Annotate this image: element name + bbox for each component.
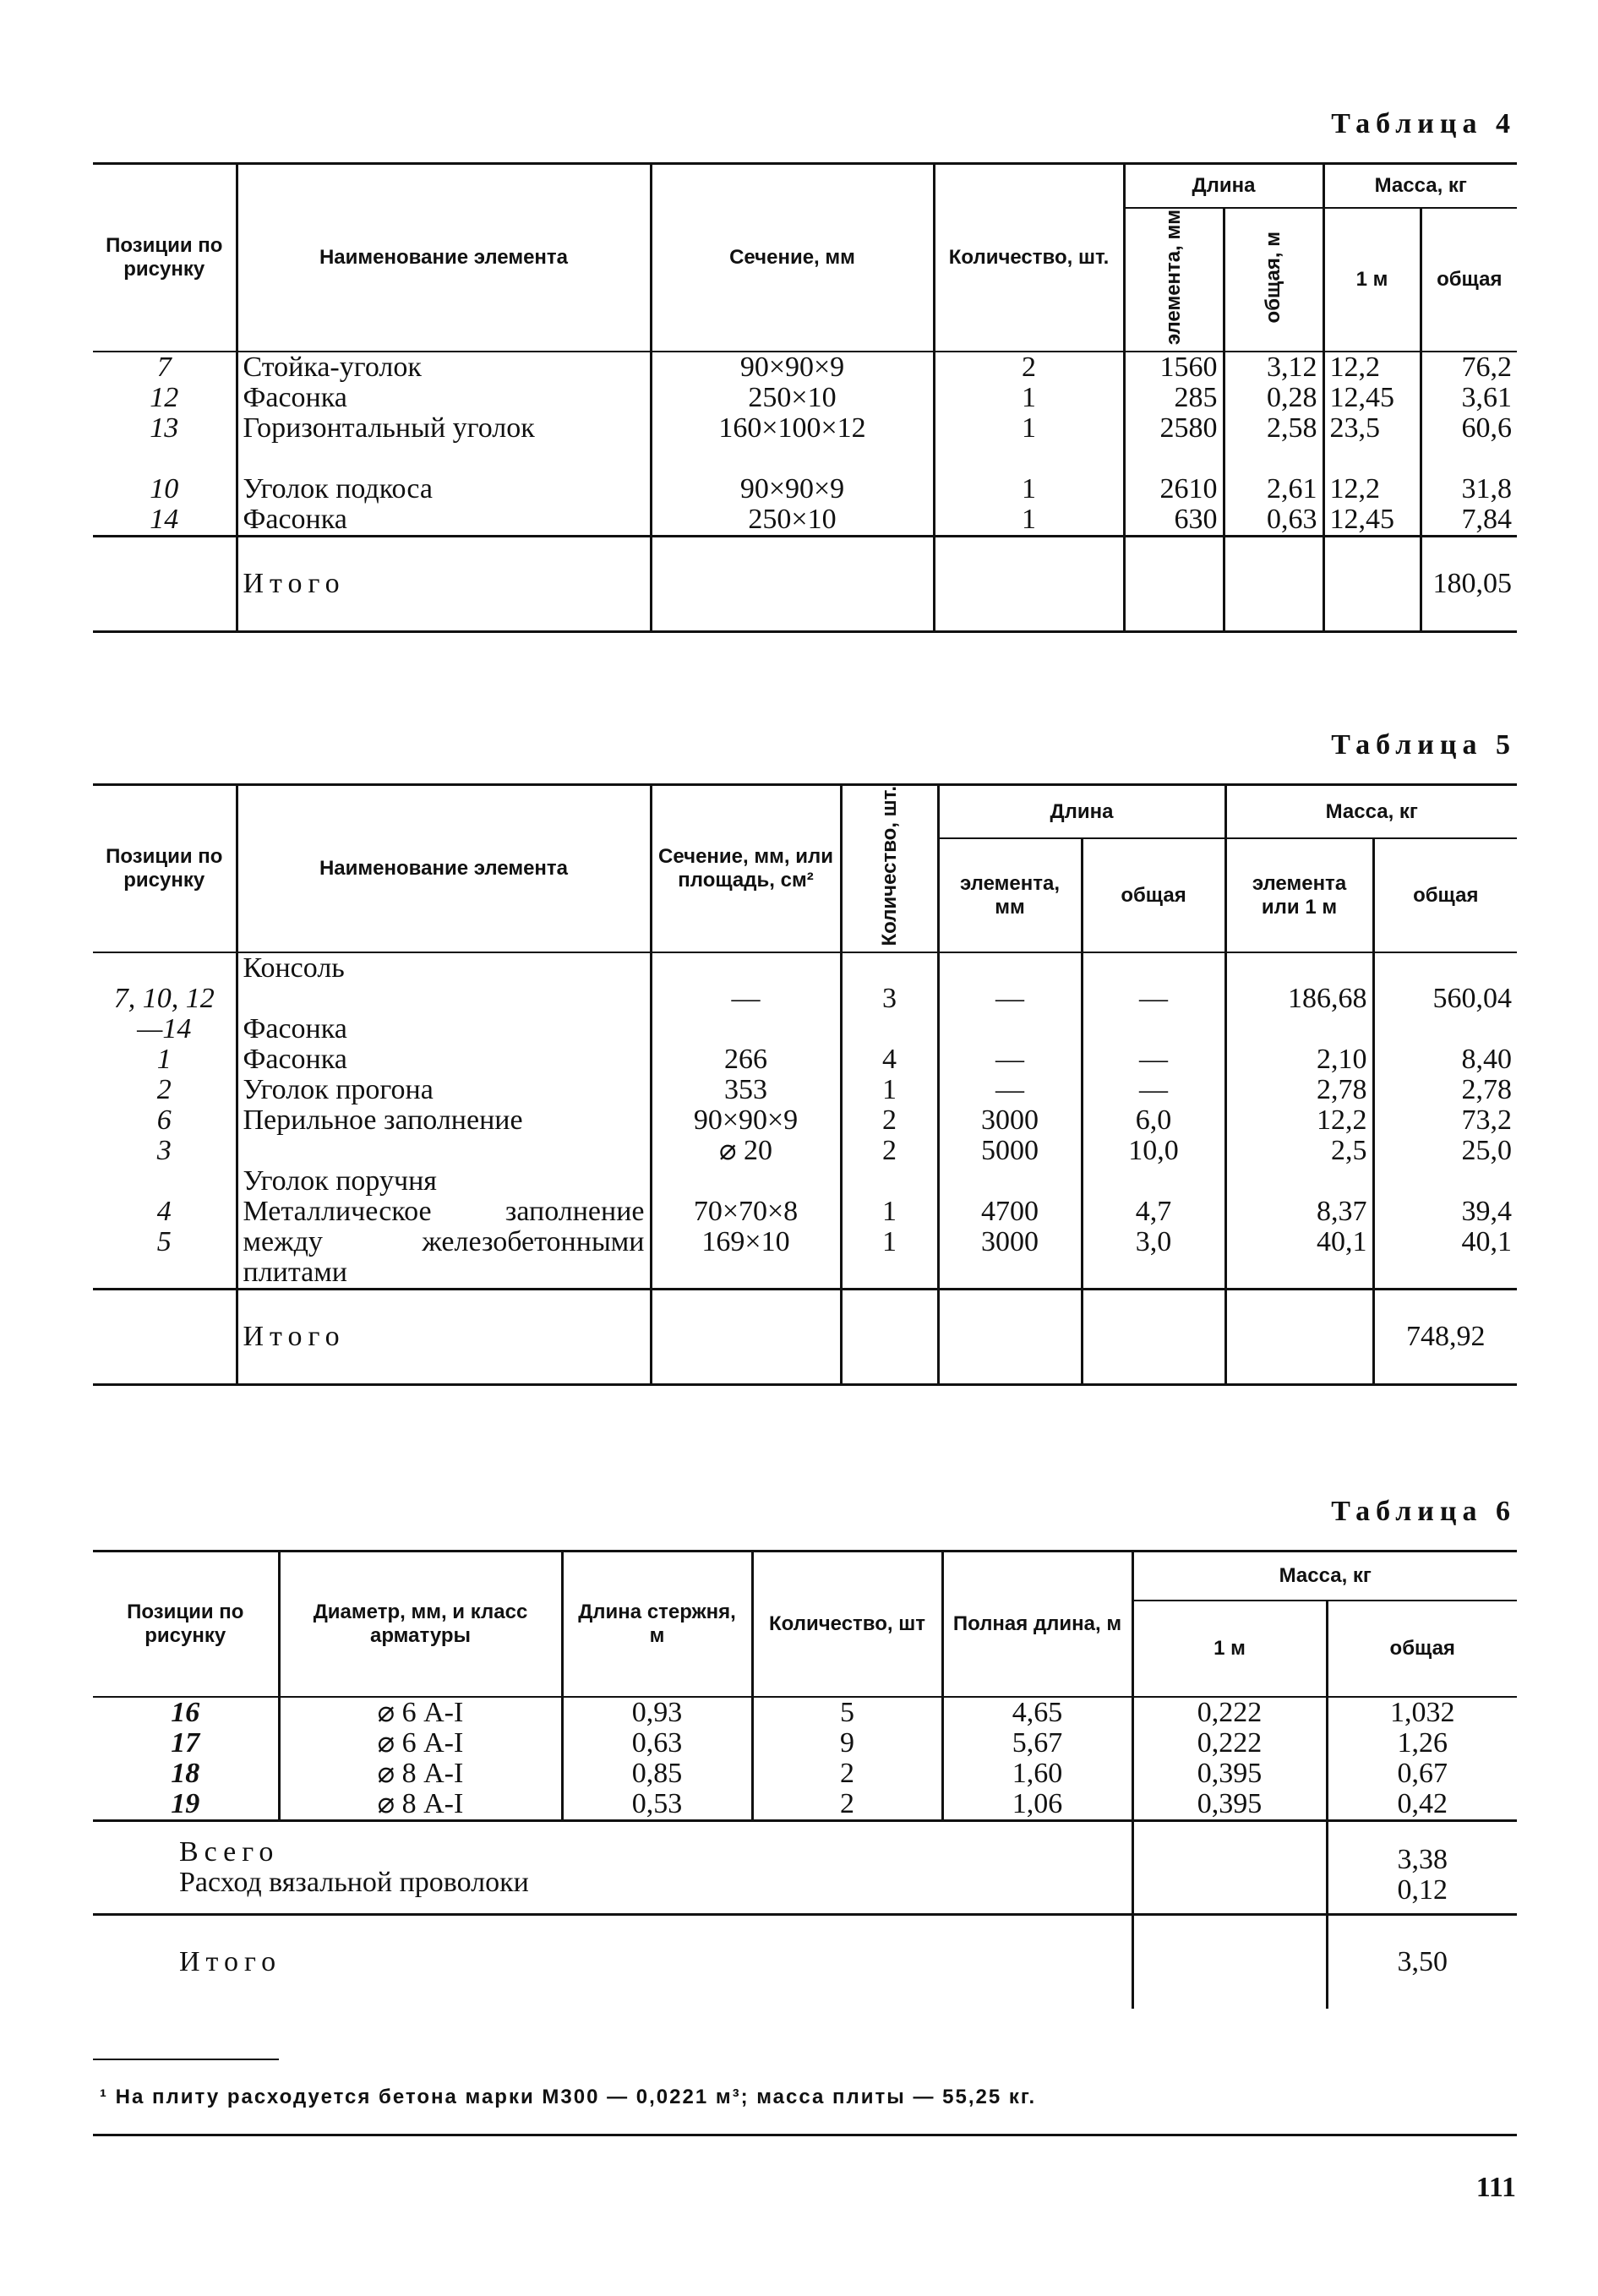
t6-col-rod-len: 0,93 0,63 0,85 0,53 [562,1697,752,1821]
t6-header-full-len: Полная длина, м [942,1552,1132,1698]
t4-header-mass-1m: 1 м [1323,208,1421,352]
t5-header-qty: Количество, шт. [841,785,938,953]
t5-total-value: 748,92 [1373,1290,1517,1385]
t6-header-mass-1m: 1 м [1132,1601,1327,1697]
t4-col-len-element: 1560 285 2580 2610 630 [1124,352,1224,537]
t5-data-row [93,952,1517,1290]
t4-total-label: Итого [237,537,651,632]
page-number: 111 [1475,2172,1516,2203]
t4-col-mass-total: 76,2 3,61 60,6 31,8 7,84 [1421,352,1517,537]
t6-total-value: 3,50 [1327,1915,1517,2010]
t5-header-section: Сечение, мм, или площадь, см² [651,785,841,953]
t4-col-len-total: 3,12 0,28 2,58 2,61 0,63 [1224,352,1323,537]
t4-header-name: Наименование элемента [237,164,651,352]
table6-caption: Таблица 6 [1331,1496,1516,1527]
page-bottom-rule [93,2134,1517,2136]
t4-total-value: 180,05 [1421,537,1517,632]
t5-col-qty: 3 4 1 2 2 1 1 [841,952,938,1290]
t4-header-qty: Количество, шт. [934,164,1124,352]
t4-col-qty: 2 1 1 1 1 [934,352,1124,537]
t4-header-section: Сечение, мм [651,164,934,352]
t4-total-row [93,537,1517,632]
t5-col-len-element: — — — 3000 5000 4700 3000 [938,952,1082,1290]
table4 [93,162,1517,633]
t4-header-pos: Позиции по рисунку [93,164,237,352]
t6-header-qty: Количество, шт [752,1552,942,1698]
t4-header-mass: Масса, кг [1323,164,1517,209]
t5-header-len-total: общая [1082,838,1225,952]
t6-wire-label: Расход вязальной проволоки [179,1867,529,1898]
t6-sum-value: 3,38 [1397,1844,1448,1875]
t4-header-len-total: общая, м [1224,208,1323,352]
t5-header-mass: Масса, кг [1225,785,1517,838]
t4-header-len-element: элемента, мм [1124,208,1224,352]
t5-col-mass-total: 560,04 8,40 2,78 73,2 25,0 39,4 40,1 [1373,952,1517,1290]
t6-col-mass-total: 1,032 1,26 0,67 0,42 [1327,1697,1517,1821]
t5-header-pos: Позиции по рисунку [93,785,237,953]
t6-sum-row [93,1821,1517,1915]
t5-header-mass-total: общая [1373,838,1517,952]
t4-header-length: Длина [1124,164,1323,209]
t4-col-name: Стойка-уголок Фасонка Горизонтальный уголок Уголок подкоса Фасонка [237,352,651,537]
t6-sum-label: Всего [179,1836,280,1868]
t5-header-mass-element: элемента или 1 м [1225,838,1373,952]
t4-data-row [93,352,1517,537]
t6-col-diam: ⌀ 6 А-I ⌀ 6 А-I ⌀ 8 А-I ⌀ 8 А-I [279,1697,562,1821]
table4-caption: Таблица 4 [1331,108,1516,139]
t5-header-len-element: элемента, мм [938,838,1082,952]
t5-total-row [93,1290,1517,1385]
t4-header-mass-total: общая [1421,208,1517,352]
t5-header-name: Наименование элемента [237,785,651,953]
t4-col-mass-1m: 12,2 12,45 23,5 12,2 12,45 [1323,352,1421,537]
t5-col-len-total: — — — 6,0 10,0 4,7 3,0 [1082,952,1225,1290]
t5-col-mass-element: 186,68 2,10 2,78 12,2 2,5 8,37 40,1 [1225,952,1373,1290]
t6-col-pos: 16 17 18 19 [93,1697,279,1821]
t5-total-label: Итого [237,1290,651,1385]
t6-data-row [93,1697,1517,1821]
table5 [93,783,1517,1386]
t6-wire-value: 0,12 [1397,1874,1448,1906]
t6-col-mass-1m: 0,222 0,222 0,395 0,395 [1132,1697,1327,1821]
t5-header-length: Длина [938,785,1225,838]
t5-col-name: Консоль Фасонка Фасонка Уголок прогона Перильное заполнение Уголок поручня Металлическое заполнение между железобетонными плитами [237,952,651,1290]
t6-col-qty: 5 9 2 2 [752,1697,942,1821]
table6 [93,1550,1517,2009]
t4-col-pos: 7 12 13 10 14 [93,352,237,537]
footnote-separator [93,2059,279,2060]
t5-col-section: — 266 353 90×90×9 ⌀ 20 70×70×8 169×10 [651,952,841,1290]
t6-header-rod-len: Длина стержня, м [562,1552,752,1698]
t6-header-mass: Масса, кг [1132,1552,1517,1601]
t6-header-pos: Позиции по рисунку [93,1552,279,1698]
t4-col-section: 90×90×9 250×10 160×100×12 90×90×9 250×10 [651,352,934,537]
t6-header-diam: Диаметр, мм, и класс арматуры [279,1552,562,1698]
t6-total-label: Итого [93,1915,1132,2010]
t6-col-full-len: 4,65 5,67 1,60 1,06 [942,1697,1132,1821]
footnote: ¹ На плиту расходуется бетона марки М300 — 0,0221 м³; масса плиты — 55,25 кг. [100,2086,1037,2108]
table5-caption: Таблица 5 [1331,729,1516,761]
t6-total-row [93,1915,1517,2010]
t6-header-mass-total: общая [1327,1601,1517,1697]
t5-col-pos: 7, 10, 12—14 1 2 6 3 4 5 [93,952,237,1290]
